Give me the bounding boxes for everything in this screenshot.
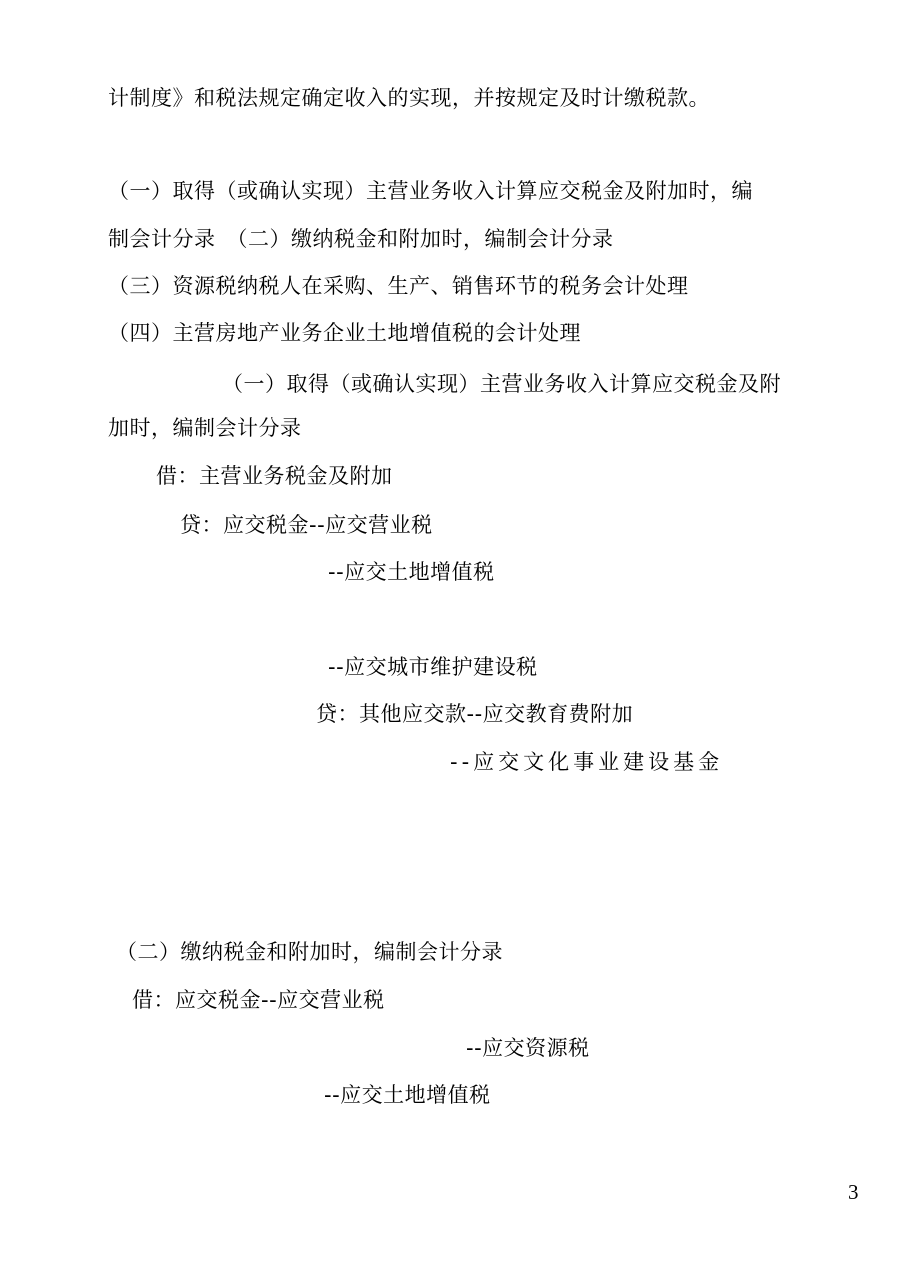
text-line-17: --应交土地增值税 bbox=[324, 1083, 491, 1107]
text-line-9: 贷：应交税金--应交营业税 bbox=[180, 513, 433, 537]
page-number: 3 bbox=[848, 1180, 859, 1204]
text-line-2: （一）取得（或确认实现）主营业务收入计算应交税金及附加时，编 bbox=[108, 179, 753, 203]
text-line-14: （二）缴纳税金和附加时，编制会计分录 bbox=[116, 940, 503, 964]
text-line-12: 贷：其他应交款--应交教育费附加 bbox=[316, 702, 634, 726]
text-line-8: 借：主营业务税金及附加 bbox=[156, 464, 393, 488]
text-line-16: --应交资源税 bbox=[466, 1036, 590, 1060]
text-line-15: 借：应交税金--应交营业税 bbox=[132, 988, 385, 1012]
text-line-4: （三）资源税纳税人在采购、生产、销售环节的税务会计处理 bbox=[108, 274, 689, 298]
text-line-13: --应交文化事业建设基金 bbox=[450, 750, 724, 774]
text-line-5: （四）主营房地产业务企业土地增值税的会计处理 bbox=[108, 321, 581, 345]
text-line-1: 计制度》和税法规定确定收入的实现，并按规定及时计缴税款。 bbox=[108, 86, 710, 110]
text-line-3: 制会计分录 （二）缴纳税金和附加时，编制会计分录 bbox=[108, 227, 614, 251]
text-line-6: （一）取得（或确认实现）主营业务收入计算应交税金及附 bbox=[222, 372, 781, 396]
text-line-11: --应交城市维护建设税 bbox=[328, 655, 538, 679]
text-line-10: --应交土地增值税 bbox=[328, 560, 495, 584]
text-line-7: 加时，编制会计分录 bbox=[108, 416, 302, 440]
